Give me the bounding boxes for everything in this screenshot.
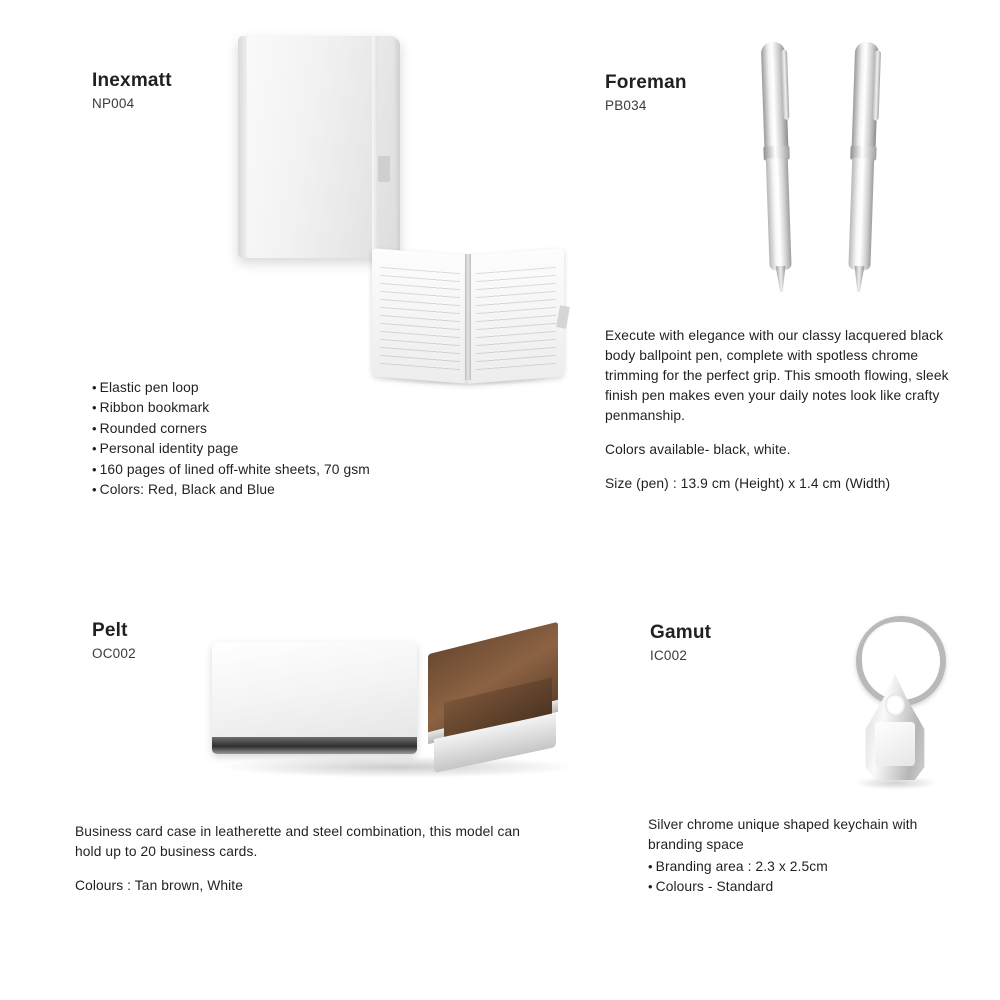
product-description-gamut — [648, 815, 958, 898]
ribbon-bookmark — [556, 305, 570, 328]
product-heading-gamut — [650, 622, 800, 663]
product-title: Gamut — [650, 622, 712, 643]
product-code: PB034 — [605, 98, 647, 113]
business-card-case-image — [212, 620, 592, 790]
notebook-open-image — [372, 252, 564, 392]
list-item: • Branding area : 2.3 x 2.5cm — [648, 857, 958, 877]
product-title: Inexmatt — [92, 70, 172, 91]
keychain-cutout — [885, 694, 905, 716]
list-item: • Personal identity page — [92, 439, 522, 459]
notebook-pen-loop — [378, 156, 390, 182]
pen-tip — [776, 266, 787, 292]
list-item: • Ribbon bookmark — [92, 398, 522, 418]
list-item: • Elastic pen loop — [92, 378, 522, 398]
list-item: • Colours - Standard — [648, 877, 958, 897]
pen-right — [843, 34, 882, 297]
product-heading-foreman — [605, 72, 755, 113]
colors-paragraph: Colors available- black, white. — [605, 442, 791, 457]
notebook-spine — [238, 36, 247, 258]
ballpoint-pens-image — [752, 34, 912, 302]
colours-paragraph: Colours : Tan brown, White — [75, 878, 243, 893]
drop-shadow — [218, 756, 578, 778]
product-description-foreman — [605, 326, 953, 494]
description-paragraph: Business card case in leatherette and steel combination, this model can hold up to 20 business cards. — [75, 824, 521, 859]
pen-barrel — [848, 158, 874, 271]
notebook-right-page — [468, 248, 564, 384]
description-paragraph: Silver chrome unique shaped keychain with branding space — [648, 817, 918, 852]
product-code: NP004 — [92, 96, 135, 111]
size-paragraph: Size (pen) : 13.9 cm (Height) x 1.4 cm (Width) — [605, 476, 891, 491]
notebook-closed-image — [238, 36, 400, 258]
ruled-lines — [380, 267, 461, 371]
keychain-branding-plate — [875, 722, 915, 766]
pen-clip — [781, 50, 789, 120]
pen-left — [757, 34, 796, 297]
feature-list — [92, 378, 522, 500]
description-paragraph: Execute with elegance with our classy lacquered black body ballpoint pen, complete with spotless chrome trimming for the perfect grip. This smooth flowing, sleek finish pen makes even your daily notes look like crafty penmanship. — [605, 328, 949, 423]
notebook-gutter — [465, 254, 471, 380]
list-item: • 160 pages of lined off-white sheets, 70 gsm — [92, 460, 522, 480]
ruled-lines — [476, 267, 557, 371]
product-features-inexmatt — [92, 378, 522, 500]
notebook-elastic-band — [372, 36, 378, 258]
pen-clip — [873, 50, 881, 120]
product-code: IC002 — [650, 648, 688, 663]
feature-list — [648, 857, 958, 898]
list-item: • Rounded corners — [92, 419, 522, 439]
pen-barrel — [766, 158, 792, 271]
product-description-pelt — [75, 822, 525, 896]
product-code: OC002 — [92, 646, 136, 661]
pen-tip — [854, 266, 865, 292]
notebook-left-page — [372, 248, 468, 384]
card-case-steel-band — [212, 737, 417, 754]
product-heading-inexmatt — [92, 70, 242, 111]
product-title: Foreman — [605, 72, 687, 93]
keychain-image — [838, 616, 958, 796]
list-item: • Colors: Red, Black and Blue — [92, 480, 522, 500]
notebook-page-edge — [394, 39, 400, 255]
card-case-closed — [212, 642, 417, 754]
product-title: Pelt — [92, 620, 128, 641]
